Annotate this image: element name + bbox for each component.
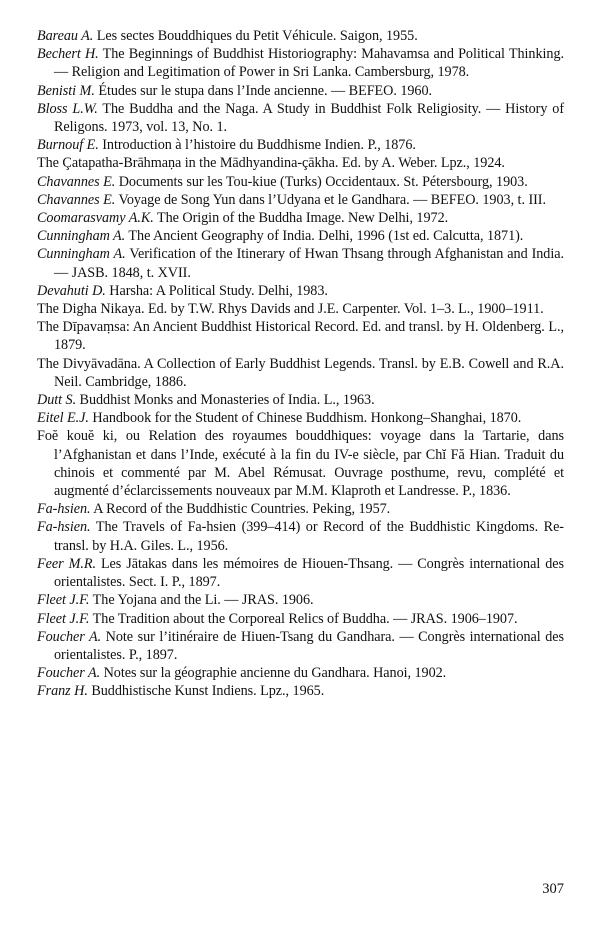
entry-text: Harsha: A Political Study. Delhi, 1983. (105, 282, 328, 299)
bibliography-entry (37, 500, 564, 518)
entry-author: Fa-hsien. (37, 501, 91, 518)
bibliography-entry (37, 591, 564, 609)
entry-author: Cunningham A. (37, 228, 126, 245)
bibliography-entry (37, 27, 564, 45)
entry-text: The Origin of the Buddha Image. New Delhi, 1972. (153, 210, 449, 227)
bibliography-entry (37, 682, 564, 700)
entry-text: Les sectes Bouddhiques du Petit Véhicule. Saigon, 1955. (93, 28, 418, 44)
entry-author: Bareau A. (37, 28, 94, 44)
bibliography-entry (37, 610, 564, 628)
entry-author: Fleet J.F. (37, 610, 90, 627)
bibliography-entry (37, 45, 564, 81)
bibliography-entry (37, 518, 564, 554)
bibliography-entry (37, 245, 564, 281)
bibliography-entry (37, 136, 564, 154)
page-number: 307 (542, 881, 564, 897)
entry-author: Feer M.R. (37, 555, 96, 572)
entry-author: Benisti M. (37, 82, 95, 99)
entry-text: Foĕ kouĕ ki, ou Relation des royaumes bouddhiques: voyage dans la Tartarie, dans l’Afghanistan et dans l’Inde, exécuté à la fin du IV-e siècle, par Chĭ Fă Hian. Traduit du chinois et commenté par M. Abel Rémusat. Ouvrage posthume, revu, complété et augmenté d’éclarcissements nouveaux par M.M. Klaproth et Landresse. P., 1836. (37, 428, 564, 500)
bibliography-entry (37, 427, 564, 500)
entry-text: The Çatapatha-Brāhmaṇa in the Mādhyandina-çākha. Ed. by A. Weber. Lpz., 1924. (37, 155, 505, 172)
entry-text: The Travels of Fa-hsien (399–414) or Record of the Buddhistic Kingdoms. Re-transl. by H.A. Giles. L., 1956. (54, 519, 564, 554)
bibliography-entry (37, 664, 564, 682)
entry-author: Fa-hsien. (37, 519, 91, 536)
bibliography-entry (37, 100, 564, 136)
entry-text: Note sur l’itinéraire de Hiuen-Tsang du Gandhara. — Congrès international des orientalistes. P., 1897. (54, 628, 564, 663)
bibliography-entry (37, 154, 564, 172)
entry-text: Études sur le stupa dans l’Inde ancienne. — BEFEO. 1960. (94, 82, 433, 99)
entry-author: Dutt S. (37, 392, 77, 409)
entry-author: Bechert H. (37, 46, 99, 63)
entry-author: Fleet J.F. (37, 592, 90, 609)
entry-text: The Dīpavaṃsa: An Ancient Buddhist Historical Record. Ed. and transl. by H. Oldenberg. L., 1879. (37, 319, 564, 354)
entry-author: Eitel E.J. (37, 410, 89, 427)
entry-author: Chavannes E. (37, 191, 116, 208)
entry-text: Voyage de Song Yun dans l’Udyana et le Gandhara. — BEFEO. 1903, t. III. (115, 191, 546, 208)
entry-author: Devahuti D. (37, 282, 106, 299)
entry-text: The Digha Nikaya. Ed. by T.W. Rhys Davids and J.E. Carpenter. Vol. 1–3. L., 1900–1911. (37, 301, 544, 318)
bibliography-entry (37, 173, 564, 191)
entry-author: Foucher A. (37, 665, 101, 682)
entry-text: Documents sur les Tou-kiue (Turks) Occidentaux. St. Pétersbourg, 1903. (115, 173, 528, 190)
entry-text: A Record of the Buddhistic Countries. Peking, 1957. (90, 501, 391, 518)
bibliography-entry (37, 82, 564, 100)
bibliography-entry (37, 318, 564, 354)
entry-text: The Buddha and the Naga. A Study in Buddhist Folk Religiosity. — History of Religons. 1973, vol. 13, No. 1. (54, 100, 564, 136)
entry-text: The Tradition about the Corporeal Relics of Buddha. — JRAS. 1906–1907. (89, 610, 518, 627)
entry-text: The Yojana and the Li. — JRAS. 1906. (89, 592, 314, 609)
entry-author: Franz H. (37, 683, 88, 700)
bibliography-entry (37, 555, 564, 591)
entry-author: Chavannes E. (37, 173, 116, 190)
bibliography-list (37, 27, 564, 701)
entry-text: Notes sur la géographie ancienne du Gandhara. Hanoi, 1902. (100, 665, 447, 682)
entry-text: Buddhistische Kunst Indiens. Lpz., 1965. (87, 683, 325, 700)
entry-author: Burnouf E. (37, 137, 99, 154)
entry-text: Handbook for the Student of Chinese Buddhism. Honkong–Shanghai, 1870. (88, 410, 522, 427)
entry-text: Les Jātakas dans les mémoires de Hiouen-Thsang. — Congrès international des orientalistes. Sect. I. P., 1897. (54, 555, 564, 591)
entry-text: Introduction à l’histoire du Buddhisme Indien. P., 1876. (98, 137, 416, 154)
entry-author: Foucher A. (37, 628, 102, 645)
bibliography-entry (37, 409, 564, 427)
bibliography-entry (37, 191, 564, 209)
entry-author: Bloss L.W. (37, 100, 98, 117)
bibliography-entry (37, 391, 564, 409)
entry-author: Cunningham A. (37, 246, 126, 263)
bibliography-entry (37, 628, 564, 664)
entry-text: The Divyāvadāna. A Collection of Early Buddhist Legends. Transl. by E.B. Cowell and R.A. Neil. Cambridge, 1886. (37, 355, 564, 390)
entry-text: The Ancient Geography of India. Delhi, 1996 (1st ed. Calcutta, 1871). (125, 228, 524, 245)
entry-text: Verification of the Itinerary of Hwan Thsang through Afghanistan and India. — JASB. 1848, t. XVII. (54, 246, 564, 281)
bibliography-entry (37, 282, 564, 300)
bibliography-entry (37, 227, 564, 245)
entry-text: The Beginnings of Buddhist Historiography: Mahavamsa and Political Thinking. — Religion and Legitimation of Power in Sri Lanka. Cambersburg, 1978. (54, 46, 564, 81)
bibliography-entry (37, 355, 564, 391)
entry-text: Buddhist Monks and Monasteries of India. L., 1963. (76, 392, 375, 409)
bibliography-entry (37, 300, 564, 318)
entry-author: Coomarasvamy A.K. (37, 210, 154, 227)
bibliography-entry (37, 209, 564, 227)
